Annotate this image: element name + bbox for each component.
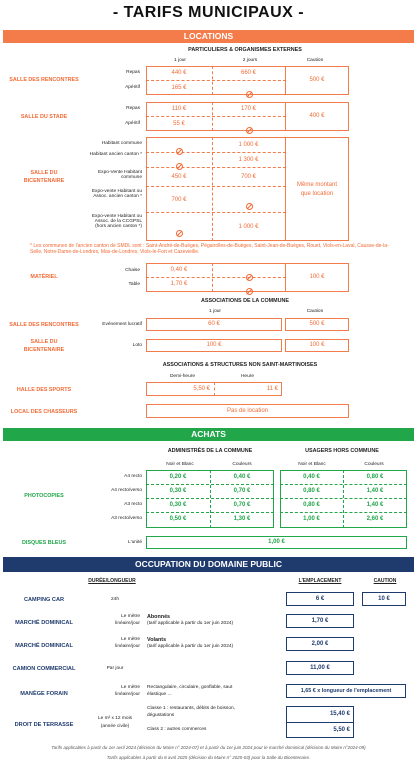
row-a3-recto-verso: A3 recto/verso — [111, 516, 142, 521]
divider — [280, 498, 407, 499]
row-habitant: Habitant commune — [101, 141, 142, 146]
section-associations: ASSOCIATIONS DE LA COMMUNE — [200, 298, 290, 304]
price: 1 000 € — [238, 142, 259, 148]
price: 55 € — [173, 121, 185, 127]
divider — [146, 152, 286, 153]
price: 1 000 € — [238, 224, 259, 230]
row-table: Table — [128, 282, 140, 287]
group-administres: ADMINISTRÉS DE LA COMMUNE — [167, 448, 253, 454]
page-title: - TARIFS MUNICIPAUX - — [112, 4, 305, 21]
desc-classe1: Classe 1 : restaurants, débits de boisson, — [147, 706, 235, 711]
row-a3-recto: A3 recto — [124, 502, 142, 507]
row-ancien-canton: Habitant ancien canton * — [89, 152, 142, 157]
col-caution: Caution — [306, 309, 324, 314]
price: 1,40 € — [366, 502, 384, 508]
row-aperitif: Apéritif — [125, 85, 140, 90]
achats-band: ACHATS — [3, 428, 414, 441]
row-repas: Repas — [126, 70, 140, 75]
divider — [146, 277, 286, 278]
price: 6 € — [315, 596, 325, 602]
price: 5,50 € — [193, 386, 210, 392]
camping-car-label: CAMPING CAR — [23, 597, 65, 603]
price: 5,50 € — [333, 727, 350, 733]
row-expo-ancien: Expo-vente Habitant ou Assoc. ancien canton * — [91, 189, 142, 199]
row-loto: Loto — [132, 343, 142, 348]
divider — [212, 263, 213, 292]
price: 1,70 € — [170, 281, 188, 287]
not-available-icon — [246, 85, 253, 103]
row-repas: Repas — [126, 106, 140, 111]
chasseurs-label: LOCAL DES CHASSEURS — [10, 409, 78, 415]
caution-line: Même montant — [296, 182, 338, 188]
price: 0,40 € — [303, 474, 320, 480]
duree: linéaire/jour — [115, 621, 140, 626]
row-chaise: Chaise — [125, 268, 140, 273]
divider — [146, 167, 286, 168]
price: 11,00 € — [310, 665, 330, 671]
divider — [280, 512, 407, 513]
caution: 100 € — [309, 274, 325, 280]
divider — [146, 186, 286, 187]
price: 1,70 € — [311, 618, 329, 624]
locations-band: LOCATIONS — [3, 30, 414, 43]
divider — [286, 722, 354, 723]
price: 0,70 € — [233, 488, 251, 494]
duree: Le mètre — [121, 614, 140, 619]
col-duree: DURÉE/LONGUEUR — [88, 578, 136, 584]
duree: 24h — [110, 597, 119, 602]
salle-bicentenaire-label: BICENTENAIRE — [23, 178, 65, 184]
price: 110 € — [171, 106, 187, 112]
price: 440 € — [171, 70, 187, 76]
desc-volants: Volants — [147, 637, 167, 643]
camion-label: CAMION COMMERCIAL — [12, 666, 76, 672]
row-aperitif: Apéritif — [125, 121, 140, 126]
price: 170 € — [240, 106, 256, 112]
divider — [146, 116, 286, 117]
price: 0,40 € — [170, 267, 188, 273]
caution: 100 € — [309, 342, 325, 348]
duree: linéaire/jour — [115, 644, 140, 649]
price: 60 € — [208, 321, 220, 327]
price: 0,30 € — [169, 502, 187, 508]
divider — [146, 484, 274, 485]
price: 0,40 € — [233, 474, 251, 480]
divider — [146, 80, 286, 81]
not-available-icon — [176, 224, 183, 242]
divider — [285, 137, 286, 241]
divider — [214, 382, 215, 396]
salle-stade-label: SALLE DU STADE — [20, 114, 68, 120]
price: 11 € — [266, 386, 278, 392]
domaine-band: OCCUPATION DU DOMAINE PUBLIC — [3, 557, 414, 572]
salle-rencontres-label: SALLE DES RENCONTRES — [9, 77, 79, 83]
divider — [146, 512, 274, 513]
photocopies-label: PHOTOCOPIES — [24, 493, 64, 499]
price: 1 300 € — [238, 157, 259, 163]
price: 1,40 € — [366, 488, 384, 494]
not-available-icon — [176, 157, 183, 175]
caution: 10 € — [378, 596, 390, 602]
caution-line: que location — [300, 191, 334, 197]
price: 0,50 € — [169, 516, 187, 522]
footer-line: Tarifs applicables à partir du 1er avril 2024 (décision du Maire n° 2024-07) et à partir du 1er juin 2024 pour le marché dominical (décision du Maire n°2024-09) — [51, 745, 366, 750]
row-evenement: Evénement lucratif — [102, 322, 142, 327]
asso-bicentenaire-label: SALLE DU — [30, 339, 58, 345]
col-caution: CAUTION — [373, 578, 397, 584]
divider — [146, 498, 274, 499]
price: 1,00 € — [268, 539, 285, 545]
price: 0,80 € — [366, 474, 384, 480]
row-unite: L'unité — [128, 540, 142, 545]
desc-manege: élastique ... — [147, 692, 172, 697]
halle-sports-label: HALLE DES SPORTS — [16, 387, 72, 393]
divider — [280, 484, 407, 485]
disques-bleus-label: DISQUES BLEUS — [21, 540, 67, 546]
desc-manege: Rectangulaire, circulaire, gonflable, saut — [147, 685, 233, 690]
price: 660 € — [240, 70, 256, 76]
desc-classe2: Class 2 : autres commerces — [147, 727, 207, 732]
terrasse-label: DROIT DE TERRASSE — [14, 722, 74, 728]
col-1jour: 1 jour — [174, 58, 186, 63]
price: 1,30 € — [233, 516, 251, 522]
price: 0,80 € — [303, 502, 320, 508]
asso-rencontres-label: SALLE DES RENCONTRES — [9, 322, 79, 328]
col-2jours: 2 jours — [242, 58, 258, 63]
pas-de-location: Pas de location — [226, 408, 269, 414]
duree: (année civile) — [100, 724, 130, 729]
desc-abonnes: Abonnés — [147, 614, 171, 620]
canton-note: * Les communes de l'ancien canton de SMDL sont : Saint-André-de-Buèges, Pégairolles-de-Buèges, Saint-Jean-de-Buèges, Rouet, Viols-en-Laval, Causse-de-la-Selle, Notre-Dame-de-Londres, Mas-de-Londres, Viols-le-Fort et Cazevieille. — [30, 243, 389, 255]
duree: linéaire/jour — [115, 692, 140, 697]
col-couleurs: Couleurs — [232, 462, 252, 467]
duree: Le mètre — [121, 637, 140, 642]
col-caution: Caution — [306, 58, 324, 63]
caution: 500 € — [309, 77, 325, 83]
caution: 500 € — [309, 321, 325, 327]
group-hors-commune: USAGERS HORS COMMUNE — [305, 448, 379, 454]
duree: Le mètre — [121, 685, 140, 690]
price: 0,70 € — [233, 502, 251, 508]
price: 1,00 € — [303, 516, 320, 522]
price: 2,00 € — [311, 641, 329, 647]
price: 1,65 € x longueur de l'emplacement — [300, 688, 392, 694]
section-particuliers: PARTICULIERS & ORGANISMES EXTERNES — [188, 47, 302, 53]
price: 0,80 € — [303, 488, 320, 494]
divider — [146, 212, 286, 213]
desc-tarif: (tarif applicable à partir du 1er juin 2024) — [147, 644, 234, 649]
row-a4-recto: A4 recto — [124, 474, 142, 479]
row-a4-recto-verso: A4 recto/verso — [111, 488, 142, 493]
price: 0,30 € — [169, 488, 187, 494]
duree: Par jour — [106, 666, 124, 671]
price: 15,40 € — [329, 711, 350, 717]
not-available-icon — [246, 197, 253, 215]
asso-bicentenaire-label: BICENTENAIRE — [23, 347, 65, 353]
price: 0,20 € — [169, 474, 187, 480]
manege-label: MANÈGE FORAIN — [20, 691, 68, 697]
price: 700 € — [171, 197, 187, 203]
footer-line: Tarifs applicables à partir du 8 avril 2025 (décision du Maire n° 2025-03) pour la Salle du Bicentenaire. — [106, 755, 311, 760]
salle-bicentenaire-label: SALLE DU — [30, 170, 58, 176]
col-demi-heure: Demi-heure — [169, 374, 196, 379]
col-couleurs: Couleurs — [364, 462, 384, 467]
price: 100 € — [206, 342, 222, 348]
marche-abonnes-label: MARCHÉ DOMINICAL — [15, 620, 73, 626]
desc-tarif: (tarif applicable à partir du 1er juin 2024) — [147, 621, 234, 626]
col-1jour: 1 jour — [209, 309, 221, 314]
price: 165 € — [171, 85, 187, 91]
section-non-saint-martinoises: ASSOCIATIONS & STRUCTURES NON SAINT-MARTINOISES — [162, 362, 318, 368]
col-emplacement: L'EMPLACEMENT — [298, 578, 342, 584]
materiel-label: MATÉRIEL — [30, 274, 58, 280]
col-noir-blanc: Noir et Blanc — [166, 462, 194, 467]
row-expo-ccgpsl: Expo-vente Habitant ou Assoc. de la CCGPSL (hors ancien canton *) — [91, 214, 142, 229]
marche-volants-label: MARCHÉ DOMINICAL — [15, 643, 73, 649]
price: 700 € — [240, 174, 256, 180]
price: 450 € — [171, 174, 187, 180]
col-noir-blanc: Noir et Blanc — [298, 462, 326, 467]
row-expo-commune: Expo-Vente Habitant commune — [97, 170, 142, 180]
duree: Le m² x 12 mois — [97, 716, 133, 721]
col-heure: Heure — [240, 374, 255, 379]
caution: 400 € — [309, 113, 325, 119]
desc-classe1: dégustations — [147, 713, 175, 718]
price: 2,60 € — [366, 516, 384, 522]
